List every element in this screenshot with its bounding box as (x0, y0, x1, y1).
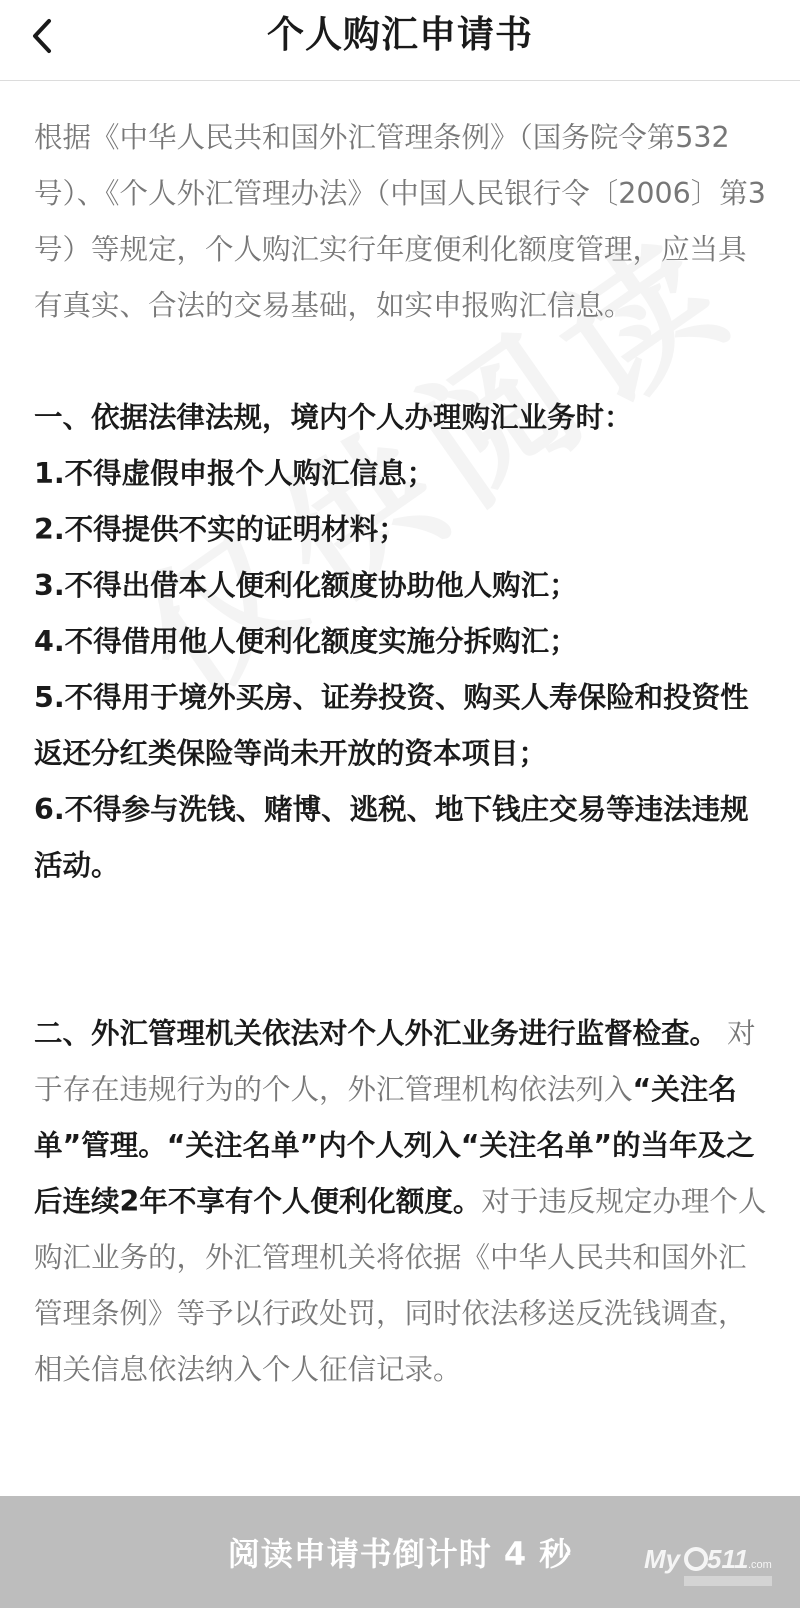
list-item: 3.不得出借本人便利化额度协助他人购汇； (34, 569, 578, 602)
section1-title: 一、依据法律法规，境内个人办理购汇业务时： (34, 401, 633, 434)
svg-text:.com: .com (748, 1559, 772, 1571)
section1-rules-list (34, 446, 774, 894)
svg-text:511: 511 (707, 1544, 749, 1574)
watchlist-notice: “关注名单”管理。“关注名单”内个人列入“关注名单”的当年及之后连续2年不享有个人便利化额度。 (34, 1073, 755, 1218)
page-title: 个人购汇申请书 (267, 13, 533, 56)
list-item: 1.不得虚假申报个人购汇信息； (34, 457, 436, 490)
list-item: 5.不得用于境外买房、证券投资、购买人寿保险和投资性返还分红类保险等尚未开放的资本项目； (34, 681, 749, 770)
countdown-button[interactable]: 阅读申请书倒计时 4 秒 (0, 1496, 800, 1608)
app-header (0, 0, 800, 81)
section2-title: 二、外汇管理机关依法对个人外汇业务进行监督检查。 (34, 1017, 719, 1050)
svg-text:My: My (644, 1544, 681, 1574)
list-item: 2.不得提供不实的证明材料； (34, 513, 407, 546)
site-logo (644, 1540, 778, 1592)
document-body (34, 110, 774, 1398)
list-item: 6.不得参与洗钱、赌博、逃税、地下钱庄交易等违法违规活动。 (34, 793, 749, 882)
penalty-text: 对于违反规定办理个人购汇业务的，外汇管理机关将依据《中华人民共和国外汇管理条例》等予以行政处罚，同时依法移送反洗钱调查，相关信息依法纳入个人征信记录。 (34, 1185, 767, 1386)
section2-text: 对于存在违规行为的个人，外汇管理机构依法列入 (34, 1017, 756, 1106)
section2-paragraph (34, 1006, 774, 1398)
intro-paragraph: 根据《中华人民共和国外汇管理条例》（国务院令第532号）、《个人外汇管理办法》（中国人民银行令〔2006〕第3号）等规定，个人购汇实行年度便利化额度管理，应当具有真实、合法的交易基础，如实申报购汇信息。 (34, 121, 766, 322)
list-item: 4.不得借用他人便利化额度实施分拆购汇； (34, 625, 578, 658)
